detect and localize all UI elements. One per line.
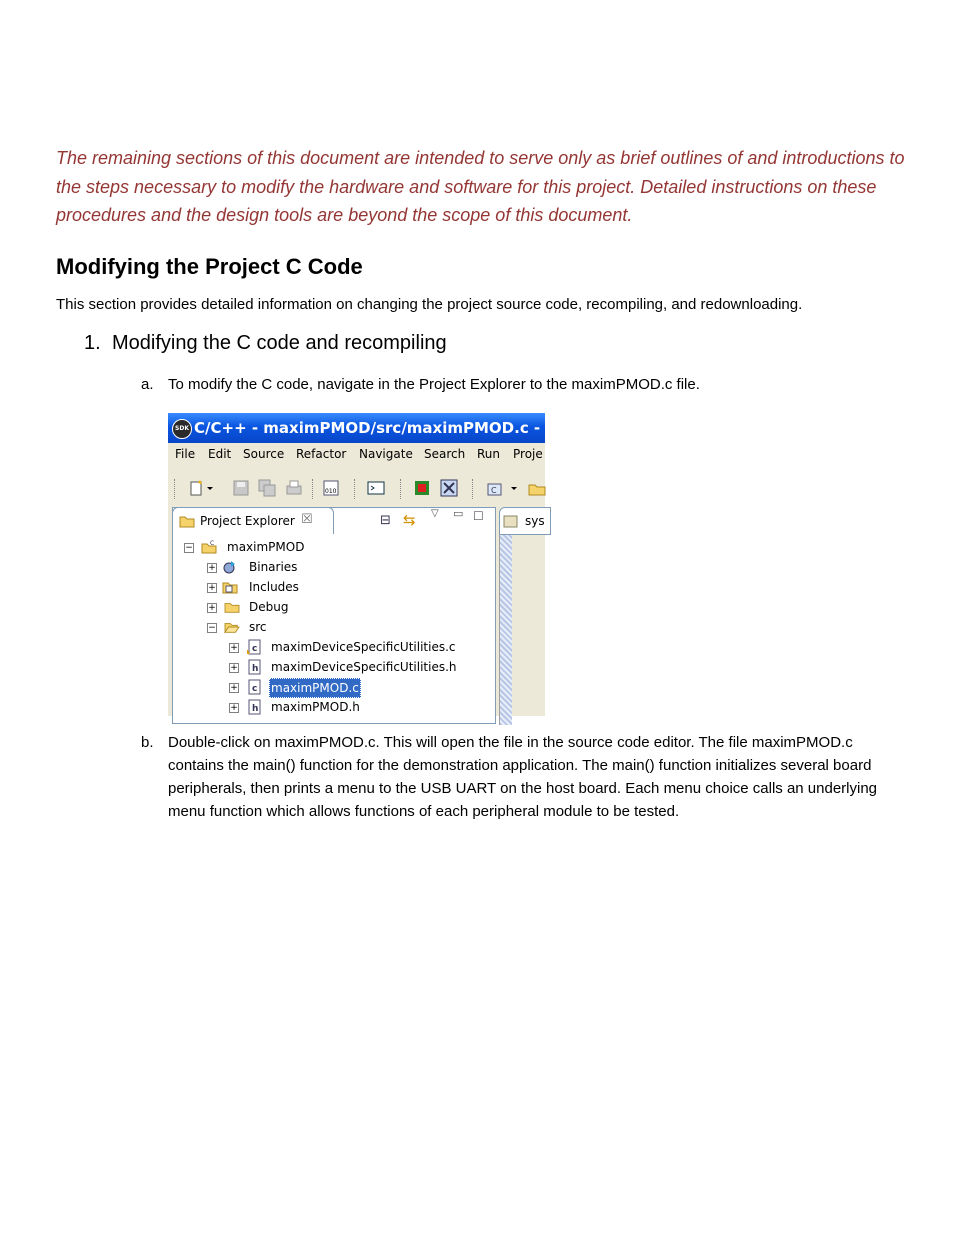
menu-refactor[interactable]: Refactor (296, 447, 347, 461)
menu-edit[interactable]: Edit (208, 447, 232, 461)
dropdown-arrow-icon[interactable] (206, 479, 214, 497)
folder-icon (179, 513, 195, 529)
h-file-icon (247, 700, 261, 714)
tab-project-explorer[interactable] (172, 507, 334, 534)
window-titlebar (168, 413, 609, 443)
link-editor-icon[interactable]: ⇆ (403, 511, 416, 529)
ide-screenshot (168, 413, 609, 716)
system-icon (503, 513, 519, 529)
section-description: This section provides detailed information on changing the project source code, recompiling, and redownloading. (56, 296, 803, 313)
expand-icon[interactable]: + (208, 603, 216, 613)
tree-label: src (249, 620, 267, 634)
window-title: C/C++ - maximPMOD/src/maximPMOD.c - Xilinx S (194, 419, 609, 437)
expand-icon[interactable]: + (230, 643, 238, 653)
tree-label: Debug (249, 600, 289, 614)
expand-icon[interactable]: + (230, 683, 238, 693)
list-title: Modifying the C code and recompiling (112, 332, 447, 354)
svg-text:010: 010 (325, 488, 337, 495)
scrollbar[interactable] (499, 535, 512, 725)
c-file-icon (247, 640, 261, 654)
maximize-icon[interactable]: ☐ (473, 509, 484, 523)
project-icon (202, 540, 216, 554)
step-b-letter: b. (141, 734, 154, 751)
collapse-icon[interactable]: − (208, 623, 216, 633)
folder-icon (225, 600, 239, 614)
console-icon[interactable] (367, 479, 385, 497)
menu-search[interactable]: Search (424, 447, 466, 461)
program-fpga-icon[interactable] (413, 479, 431, 497)
tree-label: maximDeviceSpecificUtilities.h (271, 660, 457, 674)
sdk-app-icon: SDK (172, 419, 192, 439)
svg-text:c: c (252, 684, 258, 694)
step-a-text: To modify the C code, navigate in the Project Explorer to the maximPMOD.c file. (168, 376, 700, 393)
menu-navigate[interactable]: Navigate (359, 447, 413, 461)
expand-icon[interactable]: + (208, 563, 216, 573)
menu-run[interactable]: Run (477, 447, 501, 461)
svg-text:C: C (210, 540, 215, 547)
view-menu-icon[interactable]: ▽ (431, 508, 439, 519)
h-file-icon (247, 660, 261, 674)
menu-source[interactable]: Source (243, 447, 285, 461)
folder-open-icon (225, 620, 239, 634)
save-all-icon[interactable] (258, 479, 276, 497)
tab-label: Project Explorer (200, 514, 295, 528)
step-b-text: Double-click on maximPMOD.c. This will open the file in the source code editor. The file maximPMOD.c contains the main() function for the demonstration application. The main() function initializes several board peripherals, then prints a menu to the USB UART on the host board. Each menu choice calls an underlying menu function which allows functions of each peripheral module to be tested. (168, 734, 878, 820)
new-icon[interactable] (188, 479, 206, 497)
list-number: 1. (84, 332, 101, 354)
svg-text:h: h (252, 704, 259, 714)
tab-system[interactable] (499, 507, 551, 535)
tree-label-selected: maximPMOD.c (269, 678, 361, 698)
expand-icon[interactable]: + (208, 583, 216, 593)
toolbar-separator (312, 479, 315, 499)
dropdown-arrow-icon[interactable] (510, 479, 518, 497)
binaries-icon (223, 560, 237, 574)
tree-label: maximPMOD (227, 540, 305, 554)
svg-text:C: C (491, 486, 497, 495)
svg-text:h: h (252, 664, 259, 674)
xmd-console-icon[interactable] (440, 479, 458, 497)
menu-file[interactable]: File (175, 447, 196, 461)
print-icon[interactable] (285, 479, 303, 497)
toolbar-separator (174, 479, 177, 499)
toolbar (168, 473, 545, 503)
collapse-all-icon[interactable]: ⊟ (380, 513, 391, 528)
menu-bar (168, 443, 545, 465)
c-file-icon (247, 680, 261, 694)
tree-label: maximPMOD.h (271, 700, 360, 714)
expand-icon[interactable]: + (230, 703, 238, 713)
section-heading: Modifying the Project C Code (56, 254, 363, 279)
save-icon[interactable] (232, 479, 250, 497)
toolbar-separator (472, 479, 475, 499)
toolbar-separator (400, 479, 403, 499)
step-a-letter: a. (141, 376, 154, 393)
new-c-project-icon[interactable] (486, 479, 504, 497)
expand-icon[interactable]: + (230, 663, 238, 673)
tree-label: maximDeviceSpecificUtilities.c (271, 640, 456, 654)
tree-label: Binaries (249, 560, 298, 574)
includes-icon (223, 580, 237, 594)
svg-text:c: c (252, 644, 258, 654)
tree-label: Includes (249, 580, 299, 594)
menu-project[interactable]: Proje (513, 447, 543, 461)
close-icon[interactable]: ☒ (301, 512, 313, 527)
tab-system-label: sys (525, 514, 545, 528)
intro-note: The remaining sections of this document are intended to serve only as brief outlines of and introductions to the steps necessary to modify the hardware and software for this project. Detailed instructions on these procedures and the design tools are beyond the scope of this document. (56, 148, 905, 226)
collapse-icon[interactable]: − (185, 543, 193, 553)
binary-icon[interactable] (322, 479, 340, 497)
minimize-icon[interactable]: ▭ (453, 507, 464, 520)
new-folder-icon[interactable] (528, 479, 546, 497)
toolbar-separator (354, 479, 357, 499)
